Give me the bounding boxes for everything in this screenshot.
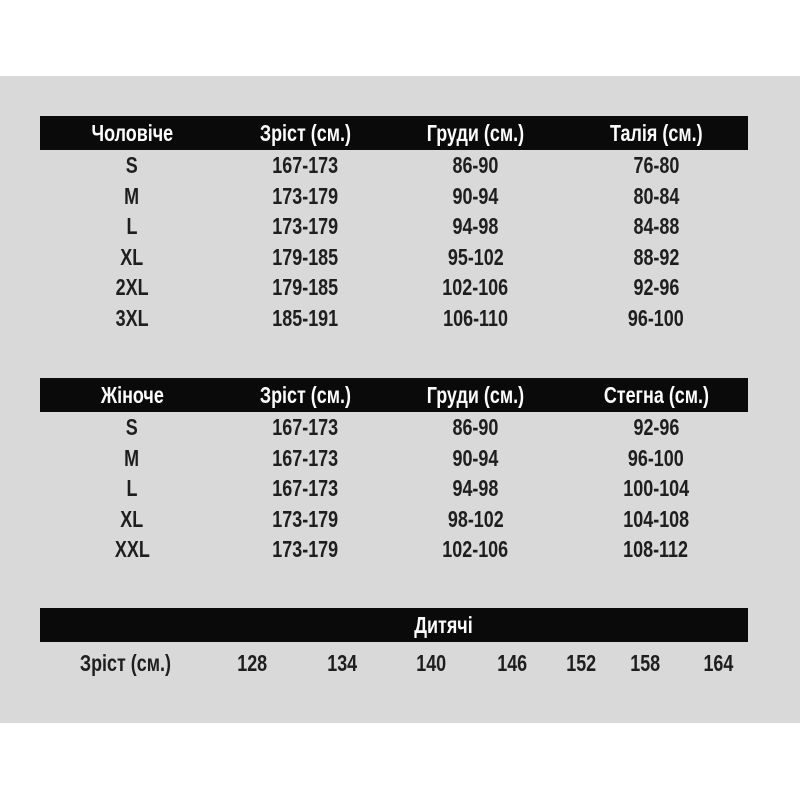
kids-row-label: Зріст (см.) [79,650,171,676]
men-header-chest-label: Груди (см.) [426,120,525,146]
height-value: 179-185 [272,243,339,270]
chest-value: 94-98 [452,213,499,240]
kids-height-value: 128 [237,650,268,676]
hips-value: 100-104 [623,475,689,502]
waist-value: 76-80 [633,152,679,178]
chest-value: 86-90 [452,414,499,440]
women-table-header-bar [40,378,748,412]
size-label: XL [120,505,144,532]
men-header-chest [387,116,564,150]
women-row-l [40,473,748,504]
kids-table-header-bar [40,608,748,642]
men-row-3xl [40,303,748,334]
chest-value: 102-106 [442,536,509,563]
height-value: 167-173 [272,152,339,178]
men-row-l [40,211,748,242]
size-label: L [126,475,138,502]
waist-value: 96-100 [628,304,684,331]
chest-value: 94-98 [452,475,499,502]
women-header-height [224,378,387,412]
size-label: M [124,182,140,209]
chest-value: 95-102 [447,243,504,270]
height-value: 173-179 [272,505,339,532]
women-header-hips [564,378,748,412]
height-value: 173-179 [272,536,339,563]
hips-value: 96-100 [628,444,684,471]
size-label: L [126,213,138,240]
men-header-height-label: Зріст (см.) [259,120,352,146]
height-value: 185-191 [272,304,339,331]
women-header-height-label: Зріст (см.) [259,382,352,408]
chest-value: 106-110 [442,304,508,331]
women-header-category-label: Жіноче [100,382,164,408]
men-header-category-label: Чоловіче [91,120,173,146]
size-label: XXL [114,536,150,563]
kids-height-value: 146 [497,650,528,676]
chest-value: 90-94 [452,444,499,471]
women-header-category [40,378,224,412]
men-size-table [40,116,748,334]
kids-table-title: Дитячі [413,612,473,638]
women-row-m [40,443,748,474]
height-value: 173-179 [272,182,339,209]
men-table-header-bar [40,116,748,150]
kids-height-row [40,642,748,684]
height-value: 167-173 [272,475,339,502]
kids-height-value: 140 [416,650,447,676]
height-value: 167-173 [272,414,339,440]
men-header-height [224,116,387,150]
women-header-chest [387,378,564,412]
men-row-xl [40,242,748,273]
chest-value: 90-94 [452,182,499,209]
kids-height-value: 164 [703,650,734,676]
height-value: 179-185 [272,274,339,301]
men-row-2xl [40,272,748,303]
hips-value: 108-112 [623,536,689,563]
kids-height-value: 158 [630,650,661,676]
men-header-waist-label: Талія (см.) [609,120,703,146]
waist-value: 84-88 [633,213,679,240]
chest-value: 98-102 [447,505,504,532]
waist-value: 92-96 [633,274,679,301]
size-label: XL [120,243,144,270]
size-label: S [126,152,139,178]
size-label: S [126,414,139,440]
women-row-xl [40,504,748,535]
waist-value: 80-84 [633,182,679,209]
kids-height-value: 134 [327,650,358,676]
women-size-table [40,378,748,565]
kids-size-table [40,608,748,684]
chest-value: 86-90 [452,152,499,178]
kids-height-value: 152 [566,650,597,676]
women-row-xxl [40,534,748,565]
waist-value: 88-92 [633,243,679,270]
women-header-chest-label: Груди (см.) [426,382,525,408]
women-header-hips-label: Стегна (см.) [603,382,709,408]
hips-value: 104-108 [623,505,689,532]
size-label: M [124,444,140,471]
chest-value: 102-106 [442,274,509,301]
men-header-category [40,116,224,150]
height-value: 167-173 [272,444,339,471]
men-row-m [40,181,748,212]
men-header-waist [564,116,748,150]
men-row-s [40,150,748,181]
hips-value: 92-96 [633,414,679,440]
size-label: 3XL [115,304,149,331]
women-row-s [40,412,748,443]
height-value: 173-179 [272,213,339,240]
size-label: 2XL [115,274,149,301]
